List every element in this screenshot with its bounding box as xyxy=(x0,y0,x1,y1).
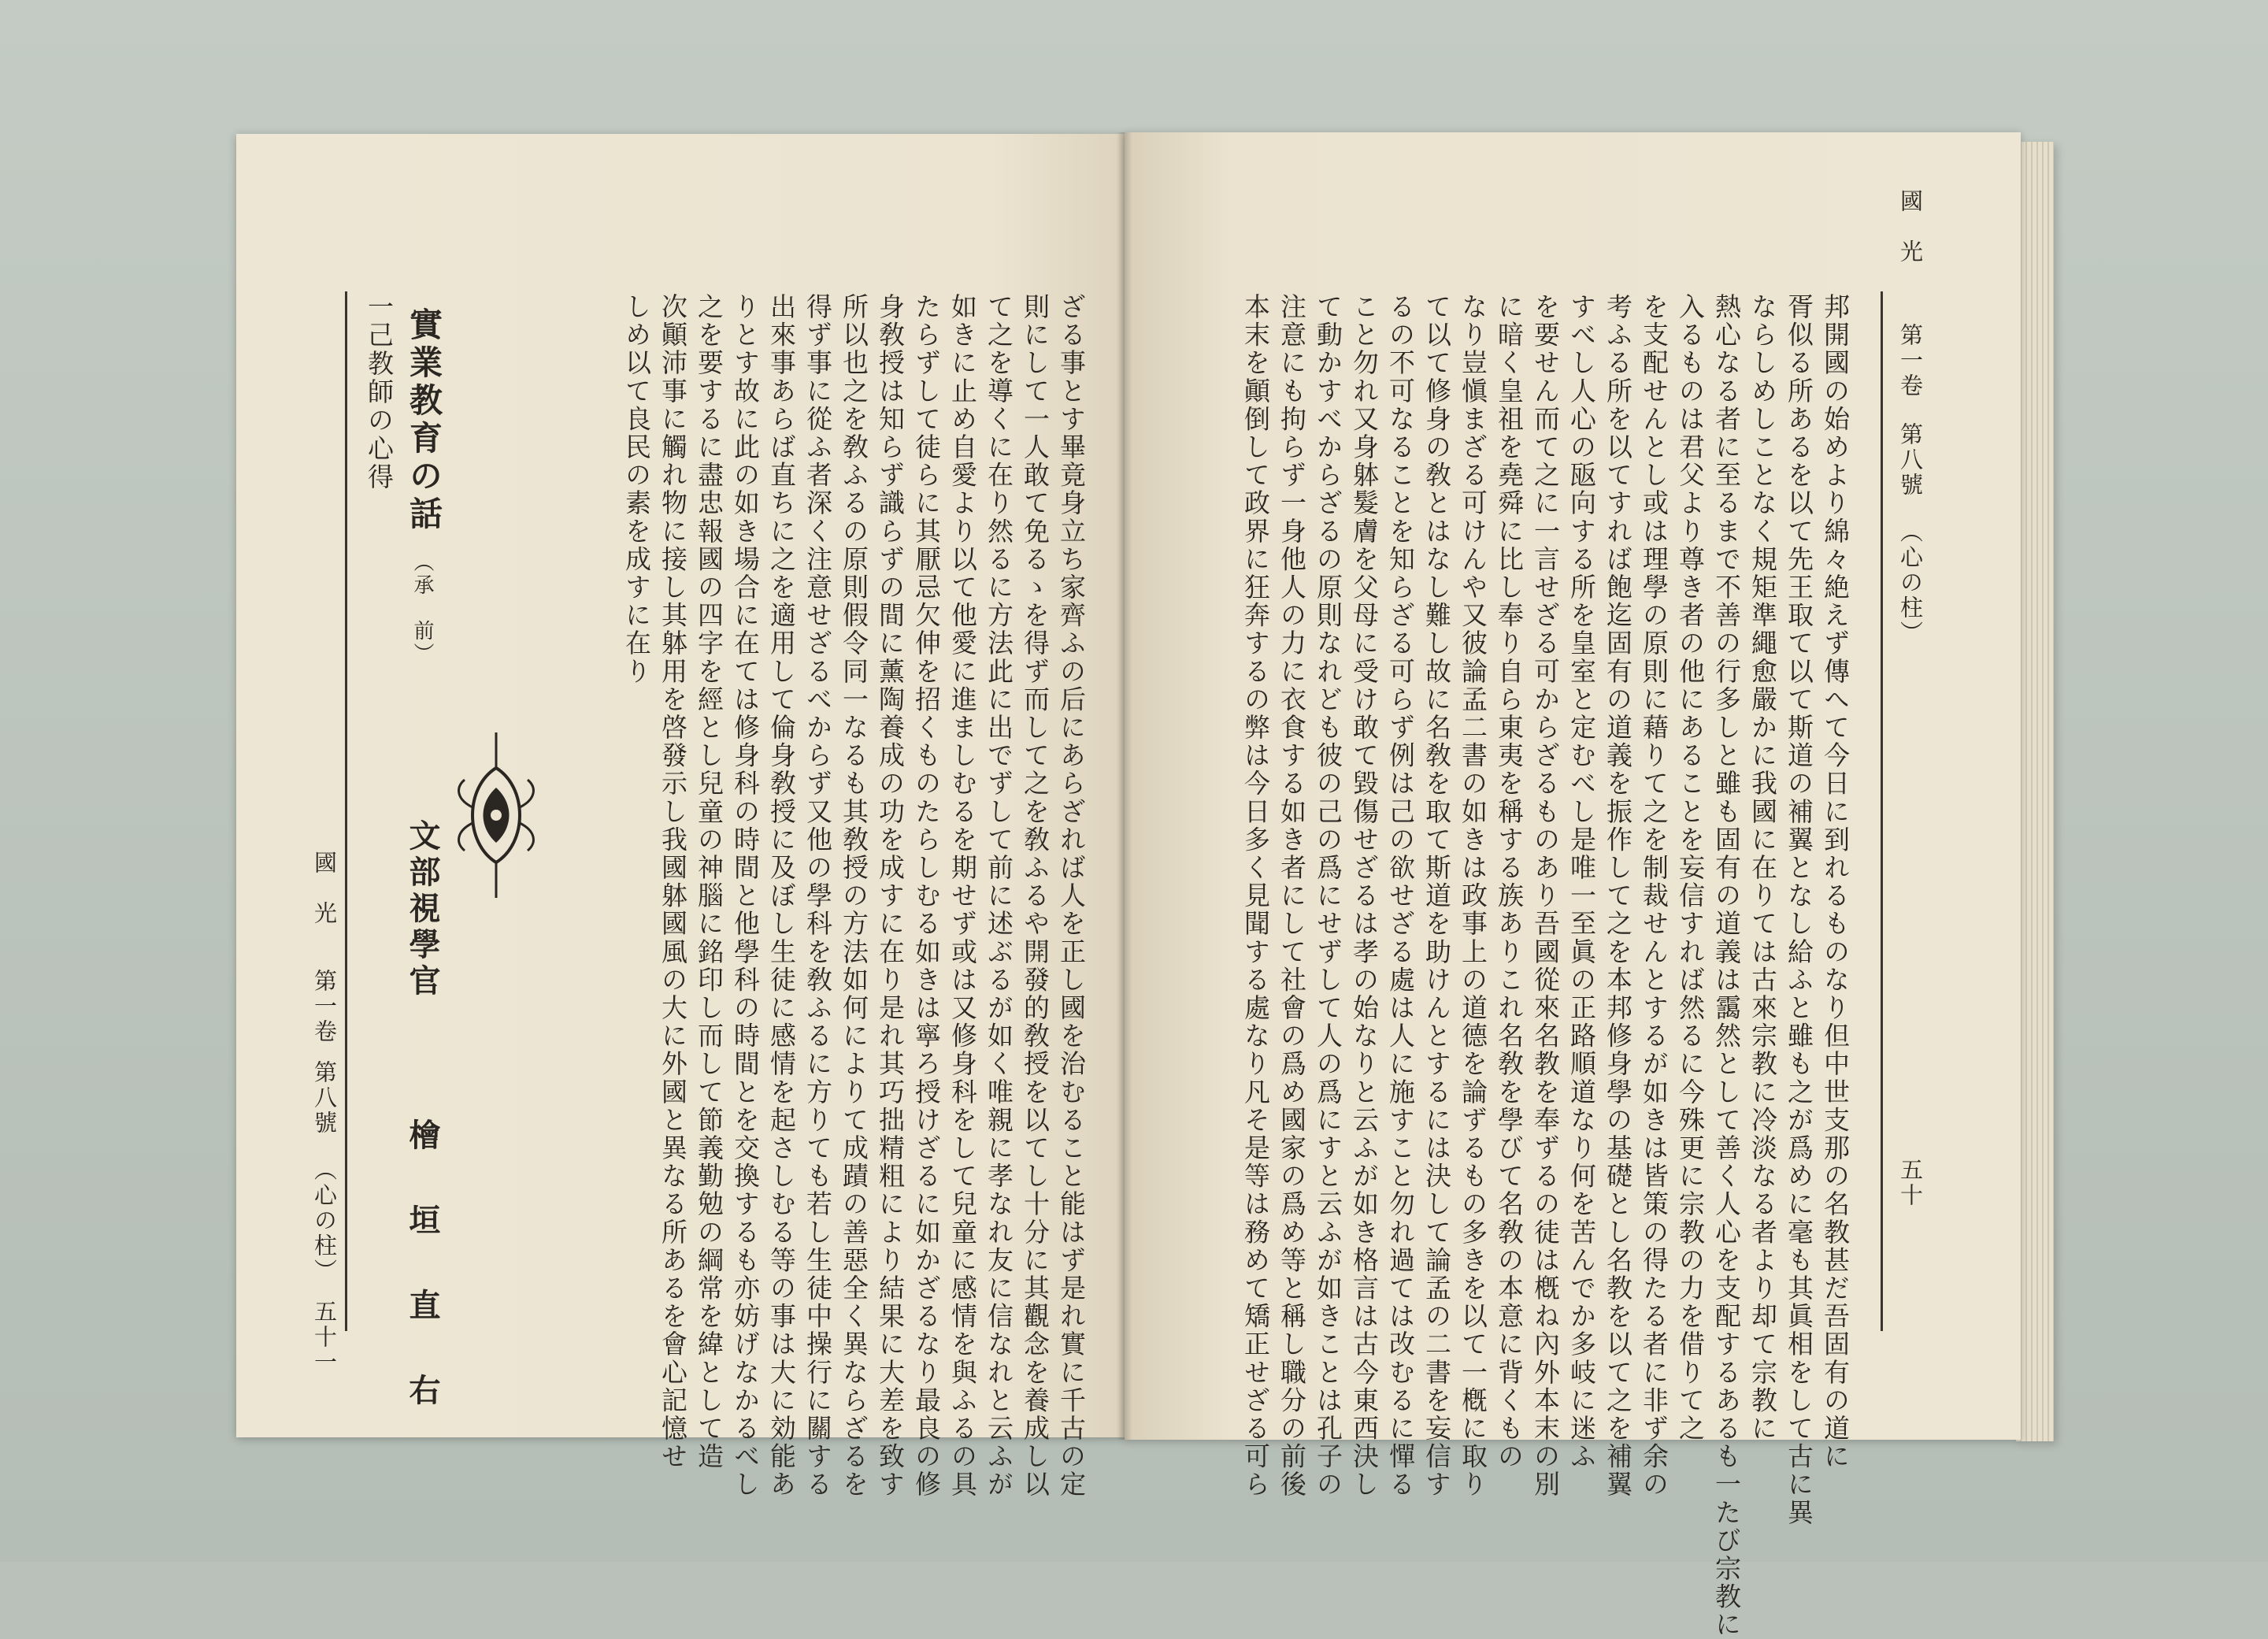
text-column: て動かすべからざるの原則なれども彼の己の爲にせずして人の爲にすと云ふが如きことは孔子の xyxy=(1313,293,1343,1499)
text-column: すべし人心の瓪向する所を皇室と定むべし是唯一至眞の正路順道なり何を苦んでか多岐に迷ふ xyxy=(1566,293,1597,1471)
text-column: 入るものは君父より尊き者の他にあることを妄信すれば然るに今殊更に宗教の力を借りて之 xyxy=(1675,293,1706,1443)
article-title: 實業教育の話 xyxy=(405,307,443,534)
text-column: 所以也之を敎ふるの原則假令同一なるも其敎授の方法如何によりて成蹟の善惡全く異ならざるを xyxy=(839,293,869,1499)
left-header-rule xyxy=(345,291,347,1331)
text-column: 出來事あらば直ちに之を適用して倫身敎授に及ぼし生徒に感情を起さしむる等の事は大に効能あ xyxy=(766,293,797,1499)
article-subtitle: 一己教師の心得 xyxy=(364,293,395,491)
text-column: 得ず事に從ふ者深く注意せざるべからず又他の學科を敎ふるに方りても若し生徒中操行に關する xyxy=(802,293,833,1499)
text-column: なり豈愼まざる可けんや又彼論孟二書の如きは政事上の道德を論ずるもの多きを以て一槪に取り xyxy=(1458,293,1488,1499)
left-header-issue: 第八號 xyxy=(311,1060,338,1136)
text-column: 注意にも拘らず一身他人の力に衣食する如き者にして社會の爲め國家の爲め等と稱し職分の前後 xyxy=(1277,293,1307,1499)
page-stack-edge xyxy=(2016,142,2054,1441)
article-continued-note: （承 前） xyxy=(410,551,434,666)
text-column: こと勿れ又身躰髮膚を父母に受け敢て毀傷せざるは孝の始なりと云ふが如き格言は古今東西決し xyxy=(1349,293,1380,1499)
right-header-section: （心の柱） xyxy=(1897,520,1924,646)
text-column: 邦開國の始めより綿々絶えず傳へて今日に到れるものなり但中世支那の名教甚だ吾固有の道に xyxy=(1820,293,1851,1471)
text-column: りとす故に此の如き場合に在ては修身科の時間と他學科の時間とを交換するも亦妨げなかるべし xyxy=(730,293,761,1499)
author-name: 檜 垣 直 右 xyxy=(404,1118,441,1416)
text-column: 身敎授は知らず識らずの間に薰陶養成の功を成すに在り是れ其巧拙精粗により結果に大差を致す xyxy=(875,293,906,1499)
left-header-volume: 第一卷 xyxy=(311,969,338,1044)
text-column: るの不可なることを知らざる可らず例は己の欲せざる處は人に施すこと勿れ過ては改むるに憚る xyxy=(1385,293,1416,1499)
text-column: て以て修身の敎とはなし難し故に名敎を取て斯道を助けんとするには決して論孟の二書を妄信す xyxy=(1421,293,1452,1499)
text-column: 次顚沛事に觸れ物に接し其躰用を啓發示し我國躰國風の大に外國と異なる所あるを會心記憶せ xyxy=(658,293,688,1471)
left-header-section: （心の柱） xyxy=(311,1158,338,1284)
text-column: 則にして一人敢て免るゝを得ず而して之を敎ふるや開發的敎授を以てし十分に其觀念を養成し以 xyxy=(1020,293,1051,1499)
text-column: 如きに止め自愛より以て他愛に進ましむるを期せず或は又修身科をして兒童に感情を與ふるの具 xyxy=(947,293,978,1499)
text-column: 本末を顚倒して政界に狂奔するの弊は今日多く見聞する處なり凡そ是等は務めて矯正せざる可ら xyxy=(1240,293,1271,1499)
text-column: を支配せんとし或は理學の原則に藉りて之を制裁せんとするが如きは皆策の得たる者に非ず余の xyxy=(1639,293,1670,1499)
ornament-divider-icon xyxy=(449,732,543,898)
text-column: たらずして徒らに其厭忌欠伸を招くものたらしむる如きは寧ろ授けざるに如かざるなり最良の修 xyxy=(911,293,942,1499)
text-column: 胥似る所あるを以て先王取て以て斯道の補翼となし給ふと雖も之が爲めに毫も其眞相をして古に異 xyxy=(1784,293,1814,1527)
text-column: ざる事とす畢竟身立ち家齊ふの后にあらざれば人を正し國を治むること能はず是れ實に千古の定 xyxy=(1056,293,1087,1499)
right-header-page-number: 五十 xyxy=(1897,1158,1924,1208)
text-column: 之を要するに盡忠報國の四字を經とし兒童の神腦に銘印し而して節義勤勉の綱常を緯として造 xyxy=(694,293,724,1471)
text-column: を要せん而て之に一言せざる可からざるものあり吾國從來名教を奉ずるの徒は槪ね內外本末の別 xyxy=(1530,293,1561,1499)
right-header-journal: 國 光 xyxy=(1897,189,1924,265)
author-role: 文部視學官 xyxy=(404,819,441,1000)
text-column: ならしめしことなく規矩準繩愈嚴かに我國に在りては古來宗教に冷淡なる者より却て宗教に xyxy=(1747,293,1778,1443)
text-column: に暗く皇祖を堯舜に比し奉り自ら東夷を稱する族ありこれ名敎を學びて名敎の本意に背くもの xyxy=(1494,293,1525,1471)
text-column: 熱心なる者に至るまで不善の行多しと雖も固有の道義は靄然として善く人心を支配するあるも一たび宗教に xyxy=(1711,293,1742,1639)
left-header-page-number: 五十一 xyxy=(311,1300,338,1375)
text-column: 考ふる所を以てすれば飽迄固有の道義を振作して之を本邦修身學の基礎とし名教を以て之を補翼 xyxy=(1603,293,1633,1499)
text-column: て之を導くに在り然るに方法此に出でずして前に述ぶるが如く唯親に孝なれ友に信なれと云ふが xyxy=(984,293,1014,1499)
book-gutter xyxy=(1117,132,1132,1440)
right-header-rule xyxy=(1881,291,1883,1331)
right-header-issue: 第八號 xyxy=(1897,422,1924,498)
right-header-volume: 第一卷 xyxy=(1897,323,1924,399)
left-header-journal: 國 光 xyxy=(311,851,338,926)
text-column: しめ以て良民の素を成すに在り xyxy=(621,293,652,686)
